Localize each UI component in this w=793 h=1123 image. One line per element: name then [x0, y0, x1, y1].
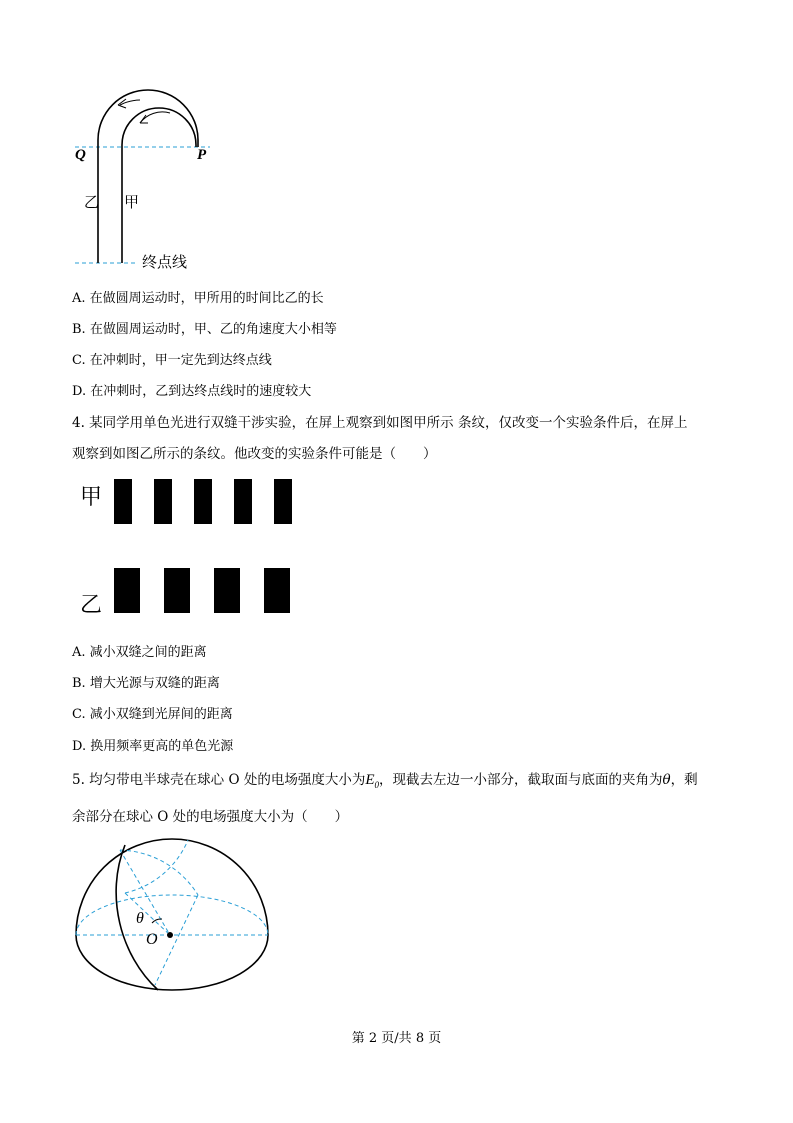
theta-symbol: θ: [662, 772, 671, 788]
fringe-jia-3: [194, 479, 212, 524]
label-jia: 甲: [124, 193, 140, 211]
q4-option-a: A. 减小双缝之间的距离: [72, 645, 207, 660]
page-footer: 第 2 页/共 8 页: [351, 1031, 442, 1046]
label-yi: 乙: [84, 193, 100, 211]
q4-option-d: D. 换用频率更高的单色光源: [72, 739, 234, 754]
q4-text-line2: 观察到如图乙所示的条纹。他改变的实验条件可能是（ ）: [72, 446, 437, 462]
q3-option-d: D. 在冲刺时，乙到达终点线时的速度较大: [72, 384, 312, 399]
q5-text-part3: ，剩: [670, 772, 698, 788]
q4-option-b: B. 增大光源与双缝的距离: [72, 676, 220, 691]
fringe-label-jia: 甲: [80, 485, 103, 510]
track-diagram: [70, 85, 230, 275]
label-q: Q: [75, 147, 86, 163]
e0-letter: E: [365, 772, 375, 788]
fringe-yi-4: [264, 568, 290, 613]
e0-subscript: 0: [374, 780, 379, 790]
q3-option-c: C. 在冲刺时，甲一定先到达终点线: [72, 353, 272, 368]
q4-text-line1: 4. 某同学用单色光进行双缝干涉实验，在屏上观察到如图甲所示 条纹，仅改变一个实验条件后，在屏上: [72, 415, 688, 431]
label-finish-line: 终点线: [142, 253, 188, 271]
label-p: P: [197, 147, 207, 163]
e0-symbol: [365, 772, 379, 788]
hemisphere-diagram: [70, 835, 275, 995]
q5-text-line1: [72, 768, 698, 790]
fringe-jia-4: [234, 479, 252, 524]
fringe-yi-1: [114, 568, 140, 613]
fringe-yi-3: [214, 568, 240, 613]
fringe-jia-5: [274, 479, 292, 524]
fringe-label-yi: 乙: [80, 593, 103, 618]
q3-option-a: A. 在做圆周运动时，甲所用的时间比乙的长: [72, 291, 324, 306]
q3-option-b: B. 在做圆周运动时，甲、乙的角速度大小相等: [72, 322, 337, 337]
fringe-jia-2: [154, 479, 172, 524]
fig-o-label: O: [146, 931, 158, 948]
fringe-yi-2: [164, 568, 190, 613]
q4-option-c: C. 减小双缝到光屏间的距离: [72, 707, 233, 722]
q5-text-line2: 余部分在球心 O 处的电场强度大小为（ ）: [72, 809, 349, 825]
q5-text-part2: ，现截去左边一小部分，截取面与底面的夹角为: [379, 772, 663, 788]
q5-text-part1: 5. 均匀带电半球壳在球心 O 处的电场强度大小为: [72, 772, 366, 788]
fringe-jia-1: [114, 479, 132, 524]
fig-theta-label: θ: [136, 910, 144, 927]
